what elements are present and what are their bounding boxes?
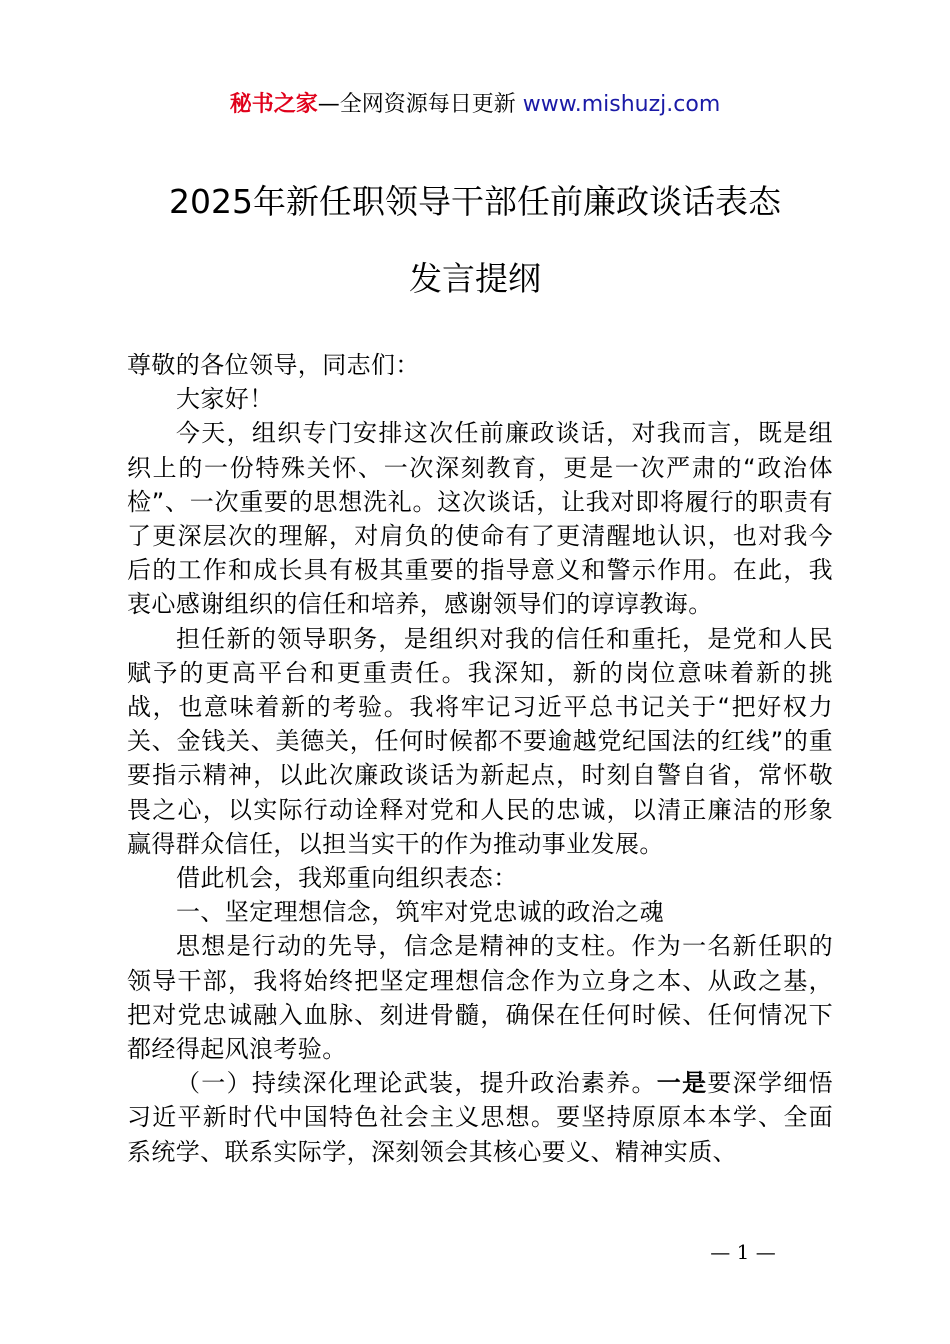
document-body xyxy=(127,348,833,1169)
banner-brand: 秘书之家 xyxy=(229,92,318,117)
point-marker-1: 一是 xyxy=(656,1069,708,1098)
paragraph-3: 借此机会，我郑重向组织表态： xyxy=(176,864,518,893)
paragraph-2: 担任新的领导职务，是组织对我的信任和重托，是党和人民赋予的更高平台和更重责任。我深知，新的岗位意味着新的挑战，也意味着新的考验。我将牢记习近平总书记关于“把好权力关、金钱关、美德关，任何时候都不要逾越党纪国法的红线”的重要指示精神，以此次廉政谈话为新起点，时刻自警自省，常怀敬畏之心，以实际行动诠释对党和人民的忠诚，以清正廉洁的形象赢得群众信任，以担当实干的作为推动事业发展。 xyxy=(127,624,833,858)
paragraph-4: 思想是行动的先导，信念是精神的支柱。作为一名新任职的领导干部，我将始终把坚定理想信念作为立身之本、从政之基，把对党忠诚融入血脉、刻进骨髓，确保在任何时候、任何情况下都经得起风浪考验。 xyxy=(127,932,833,1064)
document-title xyxy=(0,163,950,317)
banner-url[interactable]: www.mishuzj.com xyxy=(522,92,721,117)
paragraph-1: 今天，组织专门安排这次任前廉政谈话，对我而言，既是组织上的一份特殊关怀、一次深刻教育，更是一次严肃的“政治体检”、一次重要的思想洗礼。这次谈话，让我对即将履行的职责有了更深层次的理解，对肩负的使命有了更清醒地认识，也对我今后的工作和成长具有极其重要的指导意义和警示作用。在此，我衷心感谢组织的信任和培养，感谢领导们的谆谆教诲。 xyxy=(127,419,833,619)
banner-tagline: —全网资源每日更新 xyxy=(317,92,516,117)
salutation: 尊敬的各位领导，同志们： xyxy=(127,351,420,379)
title-line-1: 2025年新任职领导干部任前廉政谈话表态 xyxy=(169,182,781,221)
paragraph-5 xyxy=(127,1066,833,1169)
title-line-2: 发言提纲 xyxy=(409,259,541,298)
section-heading-1: 一、坚定理想信念，筑牢对党忠诚的政治之魂 xyxy=(176,898,664,927)
greeting: 大家好！ xyxy=(176,385,274,414)
paragraph-5-text: 要深学细悟习近平新时代中国特色社会主义思想。要坚持原原本本学、全面系统学、联系实际学，深刻领会其核心要义、精神实质、 xyxy=(127,1069,833,1166)
page-number: — 1 — xyxy=(710,1240,776,1264)
site-banner xyxy=(0,90,950,120)
subheading-1: （一）持续深化理论武装，提升政治素养。 xyxy=(176,1069,657,1098)
